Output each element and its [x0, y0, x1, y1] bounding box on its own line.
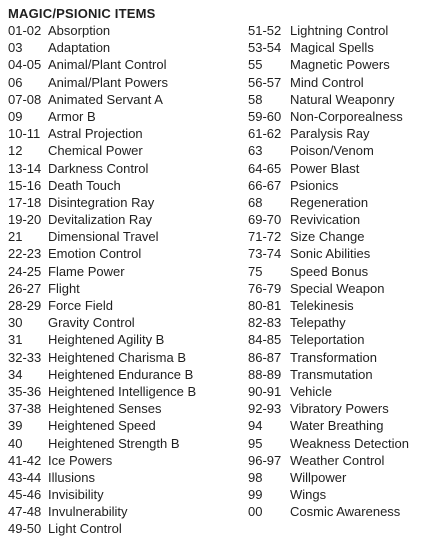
- roll-range: 63: [248, 143, 263, 159]
- roll-range: 31: [8, 332, 23, 348]
- item-name: Gravity Control: [48, 315, 135, 331]
- list-item: [248, 503, 422, 520]
- roll-range: 84-85: [248, 332, 282, 348]
- list-item: [8, 366, 253, 383]
- item-name: Revivication: [290, 212, 361, 228]
- list-item: [8, 314, 253, 331]
- list-item: [8, 160, 253, 177]
- item-name: Wings: [290, 487, 327, 503]
- list-item: [248, 435, 422, 452]
- roll-range: 55: [248, 57, 263, 73]
- roll-range: 03: [8, 40, 23, 56]
- roll-range: 58: [248, 91, 263, 107]
- roll-range: 04-05: [8, 57, 42, 73]
- item-name: Chemical Power: [48, 143, 143, 159]
- roll-range: 61-62: [248, 126, 282, 142]
- roll-range: 22-23: [8, 246, 42, 262]
- item-name: Flight: [48, 280, 80, 296]
- item-name: Lightning Control: [290, 23, 389, 38]
- list-item: [248, 142, 422, 159]
- item-name: Emotion Control: [48, 246, 142, 262]
- list-item: [8, 177, 253, 194]
- roll-range: 76-79: [248, 280, 282, 296]
- list-item: [248, 263, 422, 280]
- list-item: [248, 194, 422, 211]
- list-item: [8, 56, 253, 73]
- list-item: [8, 400, 253, 417]
- list-item: [248, 417, 422, 434]
- list-item: [248, 177, 422, 194]
- item-name: Weather Control: [290, 452, 385, 468]
- item-name: Death Touch: [48, 177, 121, 193]
- roll-range: 10-11: [8, 126, 41, 142]
- list-item: [8, 142, 253, 159]
- roll-range: 21: [8, 229, 23, 245]
- item-name: Non-Corporealness: [290, 108, 403, 124]
- list-item: [8, 125, 253, 142]
- roll-range: 88-89: [248, 366, 282, 382]
- roll-range: 51-52: [248, 23, 282, 38]
- list-item: [248, 160, 422, 177]
- list-item: [248, 383, 422, 400]
- roll-range: 69-70: [248, 212, 282, 228]
- roll-range: 24-25: [8, 263, 42, 279]
- list-item: [248, 74, 422, 91]
- roll-range: 37-38: [8, 401, 42, 417]
- roll-range: 49-50: [8, 521, 42, 537]
- roll-range: 98: [248, 469, 263, 485]
- roll-range: 56-57: [248, 74, 282, 90]
- roll-range: 80-81: [248, 298, 282, 313]
- item-name: Darkness Control: [48, 160, 149, 176]
- roll-range: 40: [8, 435, 23, 451]
- roll-range: 92-93: [248, 401, 282, 417]
- item-name: Vibratory Powers: [290, 401, 389, 417]
- list-item: [8, 280, 253, 297]
- roll-range: 43-44: [8, 469, 42, 485]
- item-name: Invulnerability: [48, 504, 128, 520]
- roll-range: 34: [8, 366, 23, 382]
- roll-range: 90-91: [248, 383, 282, 399]
- roll-range: 01-02: [8, 23, 42, 38]
- item-name: Force Field: [48, 298, 114, 313]
- item-name: Power Blast: [290, 160, 360, 176]
- list-item: [8, 245, 253, 262]
- roll-range: 73-74: [248, 246, 282, 262]
- roll-range: 82-83: [248, 315, 282, 331]
- list-item: [248, 56, 422, 73]
- item-name: Magnetic Powers: [290, 57, 390, 73]
- list-item: [248, 228, 422, 245]
- item-name: Water Breathing: [290, 418, 384, 434]
- item-name: Heightened Speed: [48, 418, 156, 434]
- list-item: [248, 108, 422, 125]
- list-item: [248, 366, 422, 383]
- item-name: Willpower: [290, 469, 347, 485]
- list-item: [248, 39, 422, 56]
- list-item: [248, 469, 422, 486]
- list-item: [8, 486, 253, 503]
- list-item: [8, 349, 253, 366]
- list-item: [8, 503, 253, 520]
- roll-range: 47-48: [8, 504, 42, 520]
- list-item: [248, 400, 422, 417]
- roll-range: 00: [248, 504, 263, 520]
- item-name: Adaptation: [48, 40, 111, 56]
- list-item: [8, 228, 253, 245]
- roll-range: 09: [8, 108, 23, 124]
- roll-range: 39: [8, 418, 23, 434]
- roll-range: 32-33: [8, 349, 42, 365]
- item-name: Armor B: [48, 108, 96, 124]
- list-item: [8, 263, 253, 280]
- item-name: Poison/Venom: [290, 143, 374, 159]
- roll-range: 17-18: [8, 194, 42, 210]
- item-name: Magical Spells: [290, 40, 374, 56]
- roll-range: 53-54: [248, 40, 282, 56]
- item-name: Regeneration: [290, 194, 369, 210]
- list-item: [8, 435, 253, 452]
- item-name: Flame Power: [48, 263, 125, 279]
- page-title: MAGIC/PSIONIC ITEMS: [8, 6, 156, 21]
- item-name: Absorption: [48, 23, 111, 38]
- roll-range: 26-27: [8, 280, 42, 296]
- roll-range: 68: [248, 194, 263, 210]
- list-item: [248, 91, 422, 108]
- list-item: [8, 108, 253, 125]
- list-item: [248, 211, 422, 228]
- item-name: Heightened Agility B: [48, 332, 165, 348]
- roll-range: 86-87: [248, 349, 282, 365]
- roll-range: 95: [248, 435, 263, 451]
- list-item: [248, 280, 422, 297]
- list-item: [248, 297, 422, 314]
- item-name: Transmutation: [290, 366, 373, 382]
- list-item: [248, 245, 422, 262]
- item-name: Speed Bonus: [290, 263, 369, 279]
- item-name: Heightened Endurance B: [48, 366, 194, 382]
- roll-range: 28-29: [8, 298, 42, 313]
- right-column: [248, 22, 422, 520]
- item-name: Invisibility: [48, 487, 104, 503]
- item-name: Sonic Abilities: [290, 246, 371, 262]
- item-name: Telekinesis: [290, 298, 354, 313]
- item-name: Devitalization Ray: [48, 212, 153, 228]
- list-item: [248, 331, 422, 348]
- list-item: [8, 74, 253, 91]
- roll-range: 96-97: [248, 452, 282, 468]
- list-item: [248, 125, 422, 142]
- roll-range: 59-60: [248, 108, 282, 124]
- item-name: Cosmic Awareness: [290, 504, 401, 520]
- list-item: [8, 520, 253, 537]
- item-name: Heightened Intelligence B: [48, 383, 197, 399]
- roll-range: 06: [8, 74, 23, 90]
- roll-range: 12: [8, 143, 23, 159]
- list-item: [248, 486, 422, 503]
- roll-range: 64-65: [248, 160, 282, 176]
- item-name: Size Change: [290, 229, 365, 245]
- item-name: Teleportation: [290, 332, 365, 348]
- roll-range: 45-46: [8, 487, 42, 503]
- list-item: [248, 22, 422, 39]
- list-item: [8, 91, 253, 108]
- list-item: [248, 314, 422, 331]
- item-name: Paralysis Ray: [290, 126, 370, 142]
- item-name: Animal/Plant Powers: [48, 74, 168, 90]
- item-name: Dimensional Travel: [48, 229, 159, 245]
- item-name: Heightened Charisma B: [48, 349, 187, 365]
- roll-range: 66-67: [248, 177, 282, 193]
- item-name: Special Weapon: [290, 280, 385, 296]
- list-item: [8, 194, 253, 211]
- roll-range: 07-08: [8, 91, 42, 107]
- list-item: [8, 297, 253, 314]
- roll-range: 13-14: [8, 160, 42, 176]
- roll-range: 94: [248, 418, 263, 434]
- roll-range: 99: [248, 487, 263, 503]
- roll-range: 30: [8, 315, 23, 331]
- item-name: Psionics: [290, 177, 339, 193]
- roll-range: 15-16: [8, 177, 42, 193]
- list-item: [8, 383, 253, 400]
- item-name: Heightened Senses: [48, 401, 162, 417]
- item-name: Astral Projection: [48, 126, 143, 142]
- list-item: [8, 39, 253, 56]
- roll-range: 35-36: [8, 383, 42, 399]
- list-item: [8, 452, 253, 469]
- item-name: Animated Servant A: [48, 91, 163, 107]
- list-item: [8, 469, 253, 486]
- item-name: Mind Control: [290, 74, 364, 90]
- item-name: Animal/Plant Control: [48, 57, 167, 73]
- item-name: Light Control: [48, 521, 122, 537]
- item-name: Transformation: [290, 349, 377, 365]
- item-name: Vehicle: [290, 383, 332, 399]
- list-item: [8, 417, 253, 434]
- list-item: [248, 349, 422, 366]
- roll-range: 75: [248, 263, 263, 279]
- list-item: [8, 22, 253, 39]
- roll-range: 71-72: [248, 229, 282, 245]
- roll-range: 41-42: [8, 452, 42, 468]
- left-column: [8, 22, 253, 538]
- item-name: Heightened Strength B: [48, 435, 180, 451]
- list-item: [248, 452, 422, 469]
- item-name: Weakness Detection: [290, 435, 409, 451]
- item-name: Telepathy: [290, 315, 346, 331]
- item-name: Disintegration Ray: [48, 194, 155, 210]
- item-name: Natural Weaponry: [290, 91, 395, 107]
- list-item: [8, 331, 253, 348]
- roll-range: 19-20: [8, 212, 42, 228]
- list-item: [8, 211, 253, 228]
- item-name: Ice Powers: [48, 452, 113, 468]
- item-name: Illusions: [48, 469, 95, 485]
